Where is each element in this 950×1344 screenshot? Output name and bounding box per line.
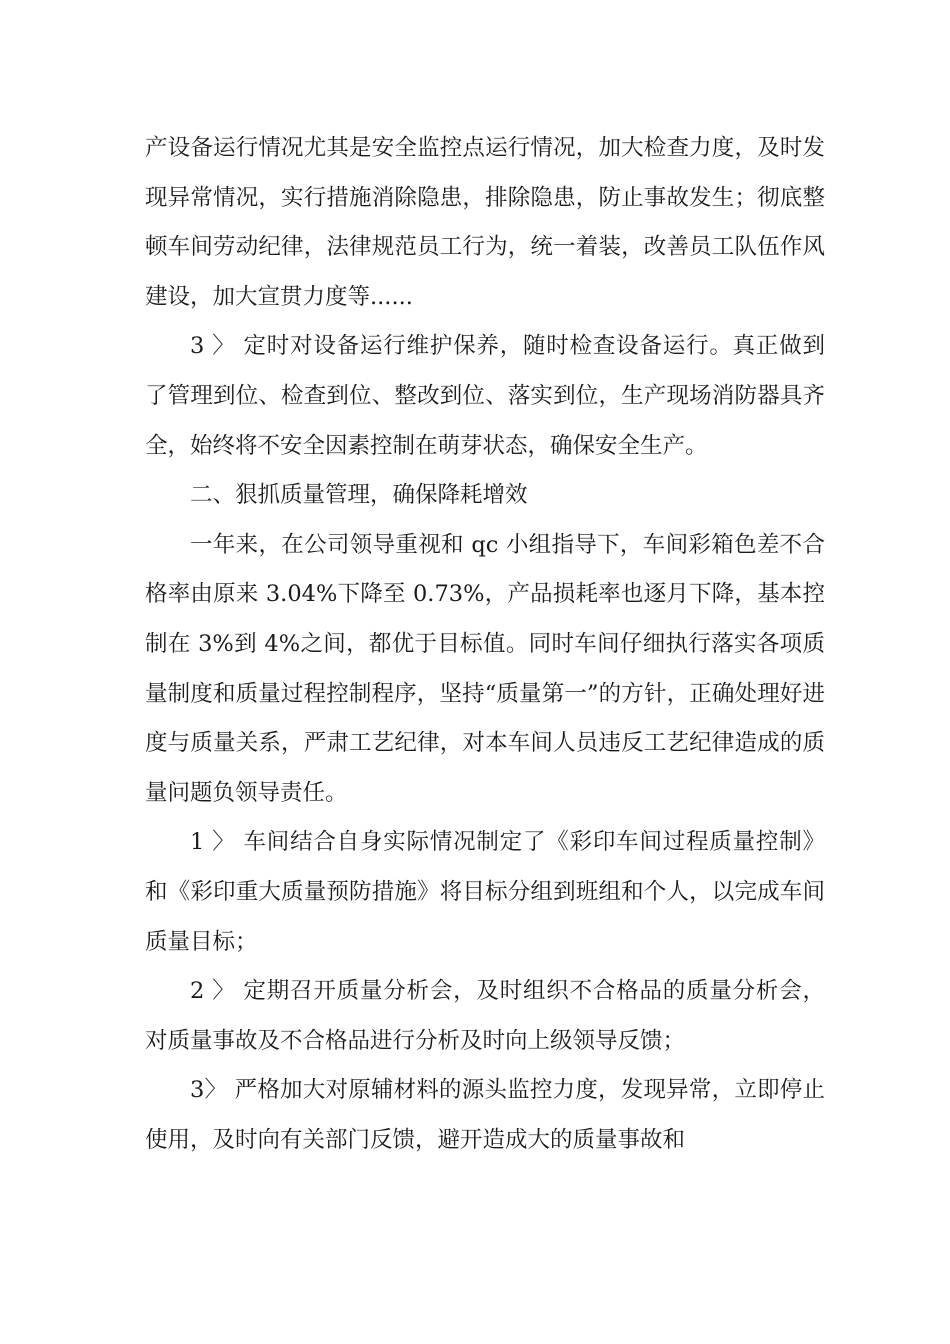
paragraph-5: 2 〉 定期召开质量分析会，及时组织不合格品的质量分析会，对质量事故及不合格品进行分析及时向上级领导反馈；: [145, 978, 825, 1054]
paragraph-4: 1 〉 车间结合自身实际情况制定了《彩印车间过程质量控制》和《彩印重大质量预防措施》将目标分组到班组和个人，以完成车间质量目标；: [145, 829, 825, 955]
paragraph-2: 3 〉 定时对设备运行维护保养，随时检查设备运行。真正做到了管理到位、检查到位、整改到位、落实到位，生产现场消防器具齐全，始终将不安全因素控制在萌芽状态，确保安全生产。: [145, 333, 825, 459]
document-body: [145, 124, 825, 1165]
section-heading: 二、狠抓质量管理，确保降耗增效: [190, 482, 528, 509]
paragraph-1: 产设备运行情况尤其是安全监控点运行情况，加大检查力度，及时发现异常情况，实行措施消除隐患，排除隐患，防止事故发生；彻底整顿车间劳动纪律，法律规范员工行为，统一着装，改善员工队伍作风建设，加大宣贯力度等......: [145, 135, 825, 310]
paragraph-6: 3〉 严格加大对原辅材料的源头监控力度，发现异常，立即停止使用，及时向有关部门反馈，避开造成大的质量事故和: [145, 1077, 825, 1153]
paragraph-3: 一年来，在公司领导重视和 qc 小组指导下，车间彩箱色差不合格率由原来 3.04%下降至 0.73%，产品损耗率也逐月下降，基本控制在 3%到 4%之间，都优于目标值。同时车间仔细执行落实各项质量制度和质量过程控制程序，坚持“质量第一”的方针，正确处理好进度与质量关系，严肃工艺纪律，对本车间人员违反工艺纪律造成的质量问题负领导责任。: [145, 531, 825, 806]
